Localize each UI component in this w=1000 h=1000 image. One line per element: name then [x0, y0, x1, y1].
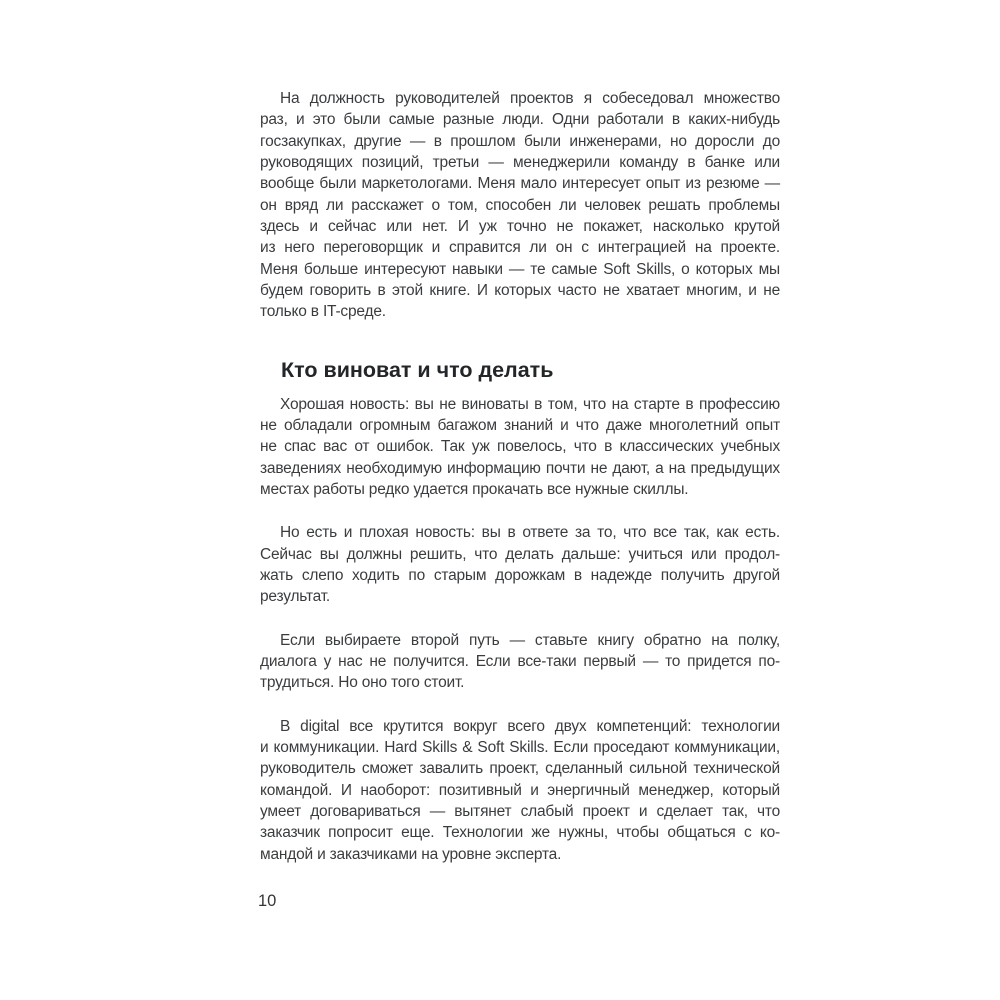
text-line: Хорошая новость: вы не виноваты в том, что на старте в профессию [280, 395, 780, 413]
text-line: вообще были маркетологами. Меня мало интересует опыт из резюме — [260, 175, 780, 193]
text-line: будем говорить в этой книге. И которых часто не хватает многим, и не [260, 281, 780, 299]
text-line: здесь и сейчас или нет. И уж точно не покажет, насколько крутой [260, 217, 780, 235]
text-line: умеет договариваться — вытянет слабый проект и сделает так, что [260, 802, 780, 820]
text-line: только в IT-среде. [260, 303, 386, 321]
text-line: На должность руководителей проектов я собеседовал множество [280, 90, 780, 107]
text-line: результат. [260, 588, 331, 606]
text-line: диалога у нас не получится. Если все-таки первый — то придется по- [260, 652, 780, 670]
text-line: он вряд ли расскажет о том, способен ли человек решать проблемы [260, 196, 780, 214]
text-line: руководитель сможет завалить проект, сделанный сильной технической [260, 760, 780, 778]
text-line: трудиться. Но оно того стоит. [260, 674, 465, 692]
text-line: не обладали огромным багажом знаний и что даже многолетний опыт [260, 416, 780, 434]
text-line: Но есть и плохая новость: вы в ответе за то, что все так, как есть. [280, 524, 780, 542]
body-paragraph [260, 716, 780, 865]
text-line: из него переговорщик и справится ли он с интеграцией на проекте. [260, 239, 780, 257]
text-line: жать слепо ходить по старым дорожкам в надежде получить другой [260, 566, 780, 584]
body-paragraph [260, 88, 780, 323]
text-line: местах работы редко удается прокачать все нужные скиллы. [260, 480, 689, 498]
page-number: 10 [258, 892, 277, 910]
text-line: командой. И наоборот: позитивный и энергичный менеджер, который [260, 781, 780, 799]
text-line: и коммуникации. Hard Skills & Soft Skills. Если проседают коммуникации, [260, 738, 780, 756]
body-paragraph [260, 522, 780, 607]
body-paragraph [260, 630, 780, 694]
text-line: заказчик попросит еще. Технологии же нужны, чтобы общаться с ко- [260, 824, 780, 842]
text-column [260, 88, 780, 865]
text-line: раз, и это были самые разные люди. Одни работали в каких-нибудь [260, 111, 780, 129]
body-paragraph [260, 394, 780, 501]
text-line: руководящих позиций, третьи — менеджерили команду в банке или [260, 153, 780, 171]
text-line: Если выбираете второй путь — ставьте книгу обратно на полку, [280, 631, 780, 649]
text-line: заведениях необходимую информацию почти не дают, а на предыдущих [260, 459, 780, 477]
text-line: В digital все крутится вокруг всего двух компетенций: технологии [280, 717, 780, 735]
text-line: не спас вас от ошибок. Так уж повелось, что в классических учебных [260, 438, 780, 456]
text-line: мандой и заказчиками на уровне эксперта. [260, 845, 562, 863]
text-line: Сейчас вы должны решить, что делать дальше: учиться или продол- [260, 545, 780, 563]
text-line: Меня больше интересуют навыки — те самые Soft Skills, о которых мы [260, 260, 780, 278]
section-heading: Кто виноват и что делать [281, 357, 554, 382]
text-line: госзакупках, другие — в прошлом были инженерами, но доросли до [260, 132, 780, 150]
